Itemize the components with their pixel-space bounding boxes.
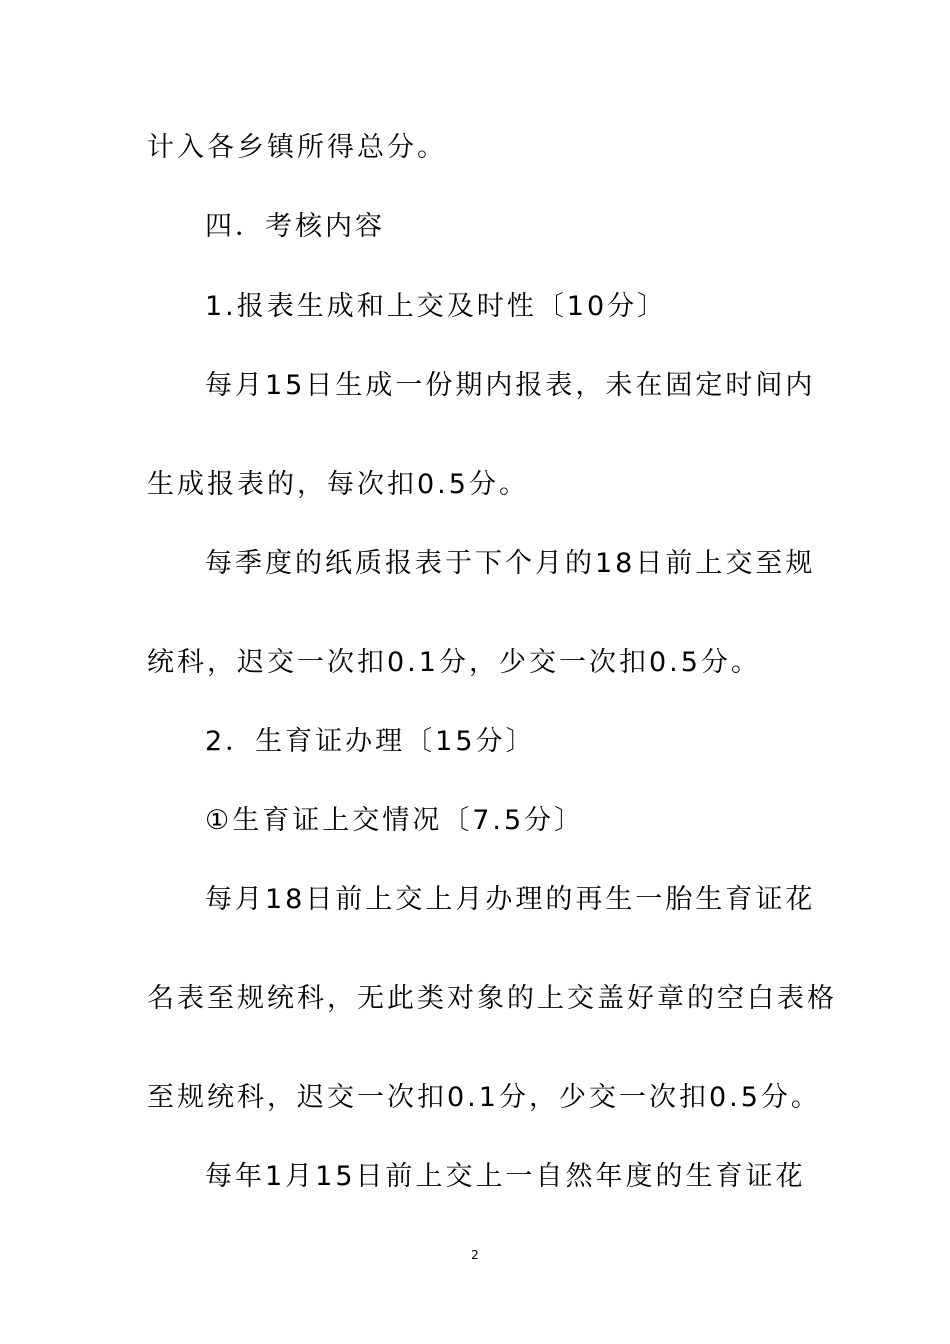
text-line: 计入各乡镇所得总分。 bbox=[147, 132, 447, 163]
section-heading: 四．考核内容 bbox=[205, 211, 385, 242]
subsection-heading: ①生育证上交情况〔7.5分〕 bbox=[205, 805, 585, 836]
text-line: 每年1月15日前上交上一自然年度的生育证花 bbox=[205, 1161, 806, 1192]
subsection-heading: 1.报表生成和上交及时性〔10分〕 bbox=[205, 291, 668, 322]
text-line: 每季度的纸质报表于下个月的18日前上交至规 bbox=[205, 548, 816, 579]
text-line: 每月15日生成一份期内报表，未在固定时间内 bbox=[205, 370, 816, 401]
text-line: 每月18日前上交上月办理的再生一胎生育证花 bbox=[205, 884, 816, 915]
subsection-heading: 2．生育证办理〔15分〕 bbox=[205, 726, 536, 757]
text-line: 名表至规统科，无此类对象的上交盖好章的空白表格 bbox=[147, 983, 837, 1014]
text-line: 至规统科，迟交一次扣0.1分，少交一次扣0.5分。 bbox=[147, 1082, 821, 1113]
text-line: 生成报表的，每次扣0.5分。 bbox=[147, 469, 529, 500]
page-number: 2 bbox=[471, 1248, 479, 1262]
text-line: 统科，迟交一次扣0.1分，少交一次扣0.5分。 bbox=[147, 647, 761, 678]
